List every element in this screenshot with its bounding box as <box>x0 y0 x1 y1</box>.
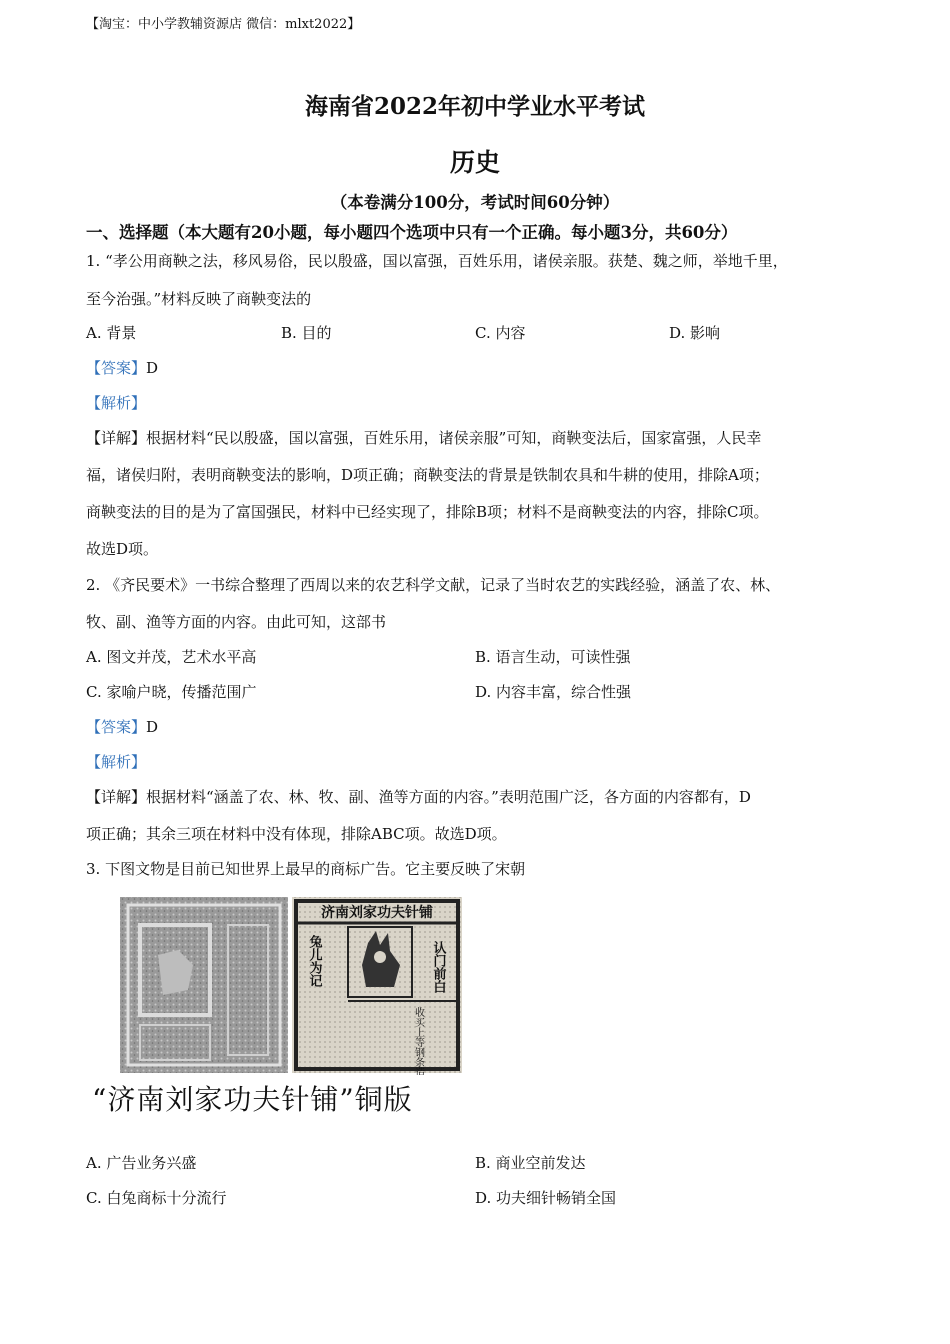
q3-option-a: A. 广告业务兴盛 <box>86 1154 197 1172</box>
q3-stem: 3. 下图文物是目前已知世界上最早的商标广告。它主要反映了宋朝 <box>86 860 526 878</box>
q1-option-a: A. 背景 <box>86 324 137 342</box>
answer-tag: 【答案】 <box>86 718 147 736</box>
plate-left-text: 认门前白 <box>430 941 446 993</box>
figure-caption: “济南刘家功夫针铺”铜版 <box>92 1083 413 1116</box>
answer-tag: 【答案】 <box>86 359 147 377</box>
exam-info: （本卷满分100分，考试时间60分钟） <box>330 193 620 212</box>
q2-option-b: B. 语言生动，可读性强 <box>475 648 631 666</box>
q1-stem-line1: 1. “孝公用商鞅之法，移风易俗，民以殷盛，国以富强，百姓乐用，诸侯亲服。获楚、魏之师，举地千里， <box>86 252 788 270</box>
q1-option-d: D. 影响 <box>669 324 721 342</box>
exam-title: 海南省2022年初中学业水平考试 <box>304 93 645 120</box>
q1-option-b: B. 目的 <box>281 324 332 342</box>
q3-option-b: B. 商业空前发达 <box>475 1154 586 1172</box>
q2-stem-line2: 牧、副、渔等方面的内容。由此可知，这部书 <box>86 613 387 631</box>
answer-value: D <box>146 359 159 377</box>
q3-option-c: C. 白兔商标十分流行 <box>86 1189 227 1207</box>
section-title: 一、选择题（本大题有20小题，每小题四个选项中只有一个正确。每小题3分，共60分） <box>86 223 738 242</box>
q2-stem-line1: 2. 《齐民要术》一书综合整理了西周以来的农艺科学文献，记录了当时农艺的实践经验，涵盖了农、林、 <box>86 576 781 594</box>
plate-right-text: 收买上等钢条造功夫细针 <box>412 1007 424 1075</box>
subject-title: 历史 <box>449 148 500 177</box>
q2-option-d: D. 内容丰富，综合性强 <box>475 683 632 701</box>
q1-detail-line3: 商鞅变法的目的是为了富国强民，材料中已经实现了，排除B项；材料不是商鞅变法的内容，排除C项。 <box>86 503 769 521</box>
q2-analysis-tag: 【解析】 <box>86 753 147 771</box>
plate-mid-text: 兔儿为记 <box>306 935 322 987</box>
q2-option-a: A. 图文并茂，艺术水平高 <box>86 648 257 666</box>
copper-plate-figure <box>118 895 464 1075</box>
detail-tag: 【详解】 <box>86 788 147 806</box>
detail-tag: 【详解】 <box>86 429 147 447</box>
q2-detail-line1 <box>86 786 751 807</box>
detail-text: 根据材料“涵盖了农、林、牧、副、渔等方面的内容。”表明范围广泛，各方面的内容都有，D <box>146 788 751 806</box>
detail-text: 根据材料“民以殷盛，国以富强，百姓乐用，诸侯亲服”可知，商鞅变法后，国家富强，人民幸 <box>146 429 762 447</box>
plate-top-text: 济南刘家功夫针铺 <box>321 905 433 921</box>
header-note: 【淘宝：中小学教辅资源店 微信：mlxt2022】 <box>86 17 361 32</box>
answer-value: D <box>146 718 159 736</box>
copper-plate-image <box>118 895 464 1075</box>
q2-detail-line2: 项正确；其余三项在材料中没有体现，排除ABC项。故选D项。 <box>86 825 507 843</box>
q1-answer <box>86 357 158 378</box>
q2-option-c: C. 家喻户晓，传播范围广 <box>86 683 257 701</box>
q1-stem-line2: 至今治强。”材料反映了商鞅变法的 <box>86 290 312 308</box>
q1-analysis-tag: 【解析】 <box>86 394 147 412</box>
q1-detail-line1 <box>86 427 761 448</box>
q1-option-c: C. 内容 <box>475 324 526 342</box>
q1-detail-line2: 福，诸侯归附，表明商鞅变法的影响，D项正确；商鞅变法的背景是铁制农具和牛耕的使用，排除A项； <box>86 466 769 484</box>
q2-answer <box>86 716 158 737</box>
q3-option-d: D. 功夫细针畅销全国 <box>475 1189 617 1207</box>
q1-detail-line4: 故选D项。 <box>86 540 159 558</box>
